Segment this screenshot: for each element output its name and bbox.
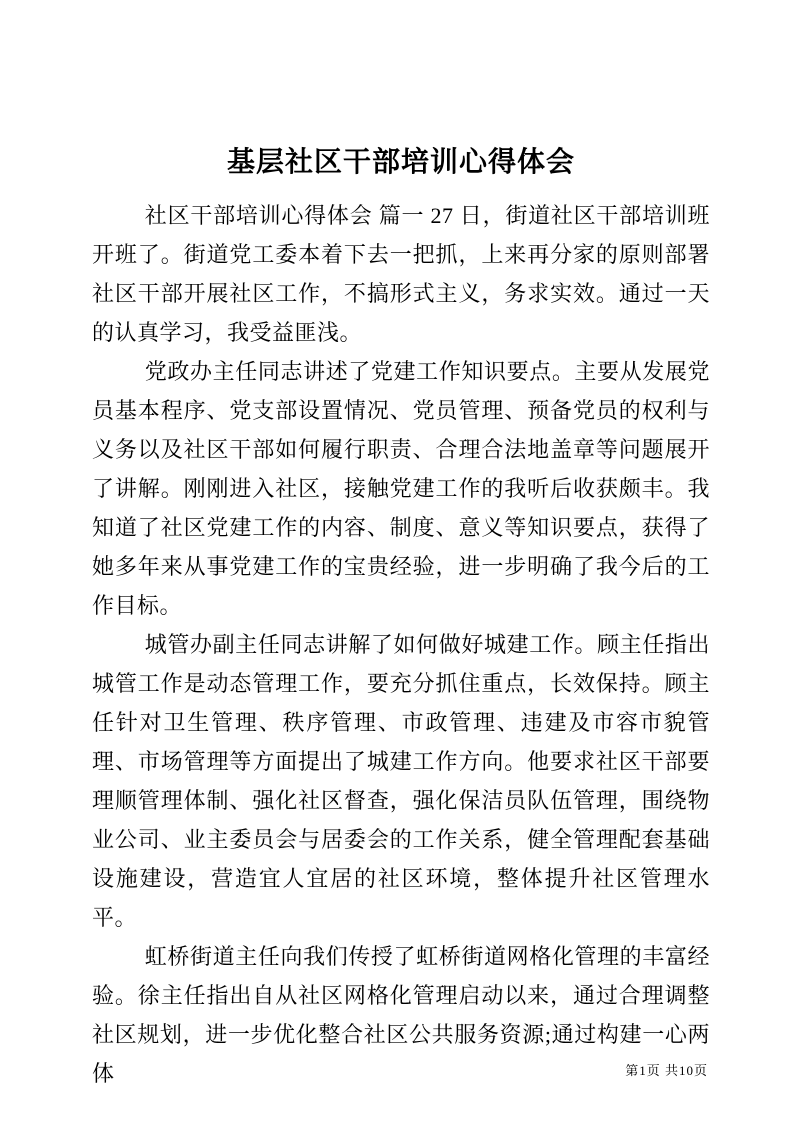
document-title: 基层社区干部培训心得体会 — [226, 147, 575, 178]
page-indicator: 第1页 共10页 — [625, 1063, 708, 1078]
page-footer — [625, 1060, 708, 1079]
document-body — [92, 196, 710, 1093]
paragraph-3: 城管办副主任同志讲解了如何做好城建工作。顾主任指出城管工作是动态管理工作，要充分抓住重点，长效保持。顾主任针对卫生管理、秩序管理、市政管理、违建及市容市貌管理、市场管理等方面提出了城建工作方向。他要求社区干部要理顺管理体制、强化社区督查，强化保洁员队伍管理，围绕物业公司、业主委员会与居委会的工作关系，健全管理配套基础设施建设，营造宜人宜居的社区环境，整体提升社区管理水平。 — [92, 632, 710, 930]
paragraph-1: 社区干部培训心得体会 篇一 27 日，街道社区干部培训班开班了。街道党工委本着下去一把抓，上来再分家的原则部署社区干部开展社区工作，不搞形式主义，务求实效。通过一天的认真学习，我受益匪浅。 — [92, 203, 710, 345]
paragraph-2: 党政办主任同志讲述了党建工作知识要点。主要从发展党员基本程序、党支部设置情况、党员管理、预备党员的权利与义务以及社区干部如何履行职责、合理合法地盖章等问题展开了讲解。刚刚进入社区，接触党建工作的我听后收获颇丰。我知道了社区党建工作的内容、制度、意义等知识要点，获得了她多年来从事党建工作的宝贵经验，进一步明确了我今后的工作目标。 — [92, 359, 710, 618]
paragraph-4: 虹桥街道主任向我们传授了虹桥街道网格化管理的丰富经验。徐主任指出自从社区网格化管理启动以来，通过合理调整社区规划，进一步优化整合社区公共服务资源;通过构建一心两体 — [92, 944, 710, 1086]
